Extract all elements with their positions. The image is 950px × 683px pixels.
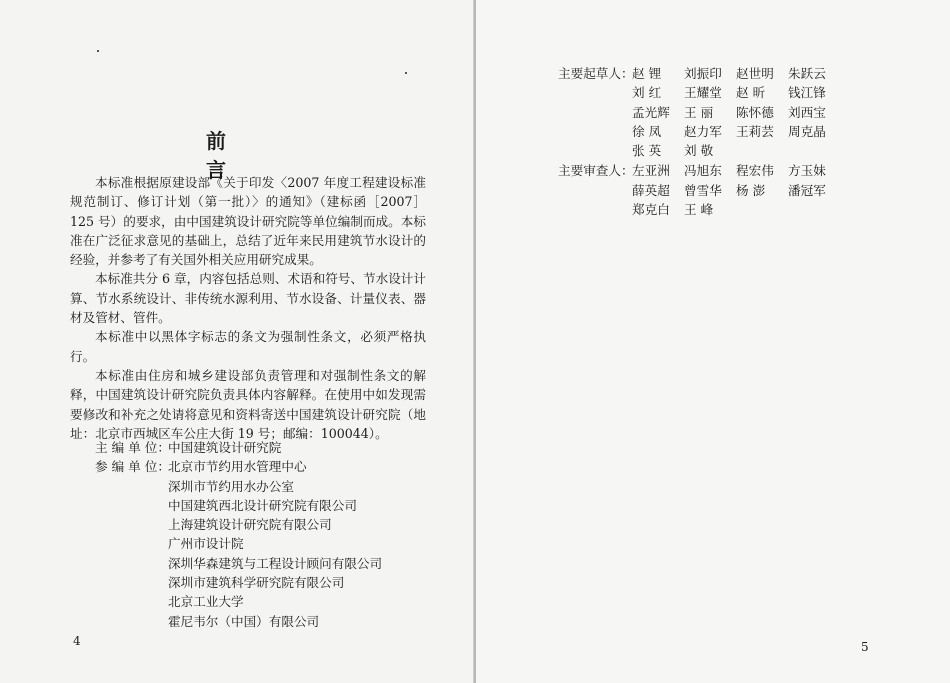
person-name: 王莉芸 bbox=[736, 123, 774, 139]
participating-unit: 中国建筑西北设计研究院有限公司 bbox=[168, 497, 357, 513]
drafters-label: 主要起草人： bbox=[558, 66, 634, 81]
person-name: 曾雪华 bbox=[684, 182, 722, 198]
participating-unit: 深圳市节约用水办公室 bbox=[168, 478, 294, 494]
drafters-group bbox=[558, 64, 840, 160]
scan-speck bbox=[405, 72, 407, 74]
drafters-names bbox=[632, 64, 840, 160]
participating-unit: 北京市节约用水管理中心 bbox=[168, 459, 307, 475]
chief-unit: 中国建筑设计研究院 bbox=[168, 440, 282, 455]
person-name: 陈怀德 bbox=[736, 104, 774, 120]
person-name: 方玉妹 bbox=[788, 163, 826, 179]
person-name: 王耀堂 bbox=[684, 85, 722, 101]
person-name: 赵世明 bbox=[736, 66, 774, 81]
person-name: 王 峰 bbox=[684, 202, 714, 218]
person-name: 刘 红 bbox=[632, 85, 662, 101]
page-number-right: 5 bbox=[861, 640, 869, 654]
paragraph: 本标准共分 6 章，内容包括总则、术语和符号、节水设计计算、节水系统设计、非传统水源利用、节水设备、计量仪表、器材及管材、管件。 bbox=[70, 271, 426, 326]
participating-units-list bbox=[168, 457, 382, 631]
left-page bbox=[0, 0, 474, 683]
reviewers-names bbox=[632, 161, 840, 219]
page-number-left: 4 bbox=[73, 634, 81, 648]
person-name: 杨 澎 bbox=[736, 182, 766, 198]
participating-unit: 上海建筑设计研究院有限公司 bbox=[168, 517, 332, 533]
person-name: 王 丽 bbox=[684, 104, 714, 120]
reviewers-group bbox=[558, 161, 840, 219]
person-name: 潘冠军 bbox=[788, 182, 826, 198]
person-name: 刘 敬 bbox=[684, 143, 714, 159]
units-block bbox=[70, 438, 430, 631]
paragraph: 本标准根据原建设部《关于印发〈2007 年度工程建设标准规范制订、修订计划（第一批）〉的通知》（建标函［2007］125 号）的要求，由中国建筑设计研究院等单位编制而成。本标准在广泛征求意见的基础上，总结了近年来民用建筑节水设计的经验，并参考了有关国外相关应用研究成果。 bbox=[70, 175, 426, 268]
scan-speck bbox=[97, 50, 99, 52]
person-name: 赵 昕 bbox=[736, 85, 766, 101]
person-name: 薛英超 bbox=[632, 182, 670, 198]
person-name: 赵 锂 bbox=[632, 66, 662, 81]
paragraph: 本标准中以黑体字标志的条文为强制性条文，必须严格执行。 bbox=[70, 329, 426, 364]
personnel-list bbox=[558, 64, 840, 219]
person-name: 刘振印 bbox=[684, 66, 722, 81]
chief-unit-label: 主 编 单 位： bbox=[95, 440, 170, 455]
participating-unit: 深圳市建筑科学研究院有限公司 bbox=[168, 575, 345, 591]
chief-unit-row bbox=[70, 438, 430, 457]
person-name: 郑克白 bbox=[632, 202, 670, 218]
person-name: 左亚洲 bbox=[632, 163, 670, 179]
participating-unit: 霍尼韦尔（中国）有限公司 bbox=[168, 613, 320, 629]
preface-title: 前 言 bbox=[206, 129, 258, 182]
person-name: 周克晶 bbox=[788, 123, 826, 139]
participating-unit-row bbox=[70, 457, 430, 631]
person-name: 钱江锋 bbox=[788, 85, 826, 101]
participating-unit: 深圳华森建筑与工程设计顾问有限公司 bbox=[168, 555, 383, 571]
participating-units-label: 参 编 单 位： bbox=[95, 459, 170, 475]
person-name: 张 英 bbox=[632, 143, 662, 159]
person-name: 孟光辉 bbox=[632, 104, 670, 120]
participating-unit: 广州市设计院 bbox=[168, 536, 244, 552]
preface-body bbox=[70, 173, 426, 443]
person-name: 朱跃云 bbox=[788, 66, 826, 81]
paragraph: 本标准由住房和城乡建设部负责管理和对强制性条文的解释，中国建筑设计研究院负责具体内容解释。在使用中如发现需要修改和补充之处请将意见和资料寄送中国建筑设计研究院（地址：北京市西城区车公庄大街 19 号；邮编：100044）。 bbox=[70, 367, 426, 441]
person-name: 徐 凤 bbox=[632, 123, 662, 139]
person-name: 赵力军 bbox=[684, 123, 722, 139]
person-name: 冯旭东 bbox=[684, 163, 722, 179]
reviewers-label: 主要审查人： bbox=[558, 163, 634, 179]
participating-unit: 北京工业大学 bbox=[168, 594, 244, 610]
person-name: 程宏伟 bbox=[736, 163, 774, 179]
person-name: 刘西宝 bbox=[788, 104, 826, 120]
